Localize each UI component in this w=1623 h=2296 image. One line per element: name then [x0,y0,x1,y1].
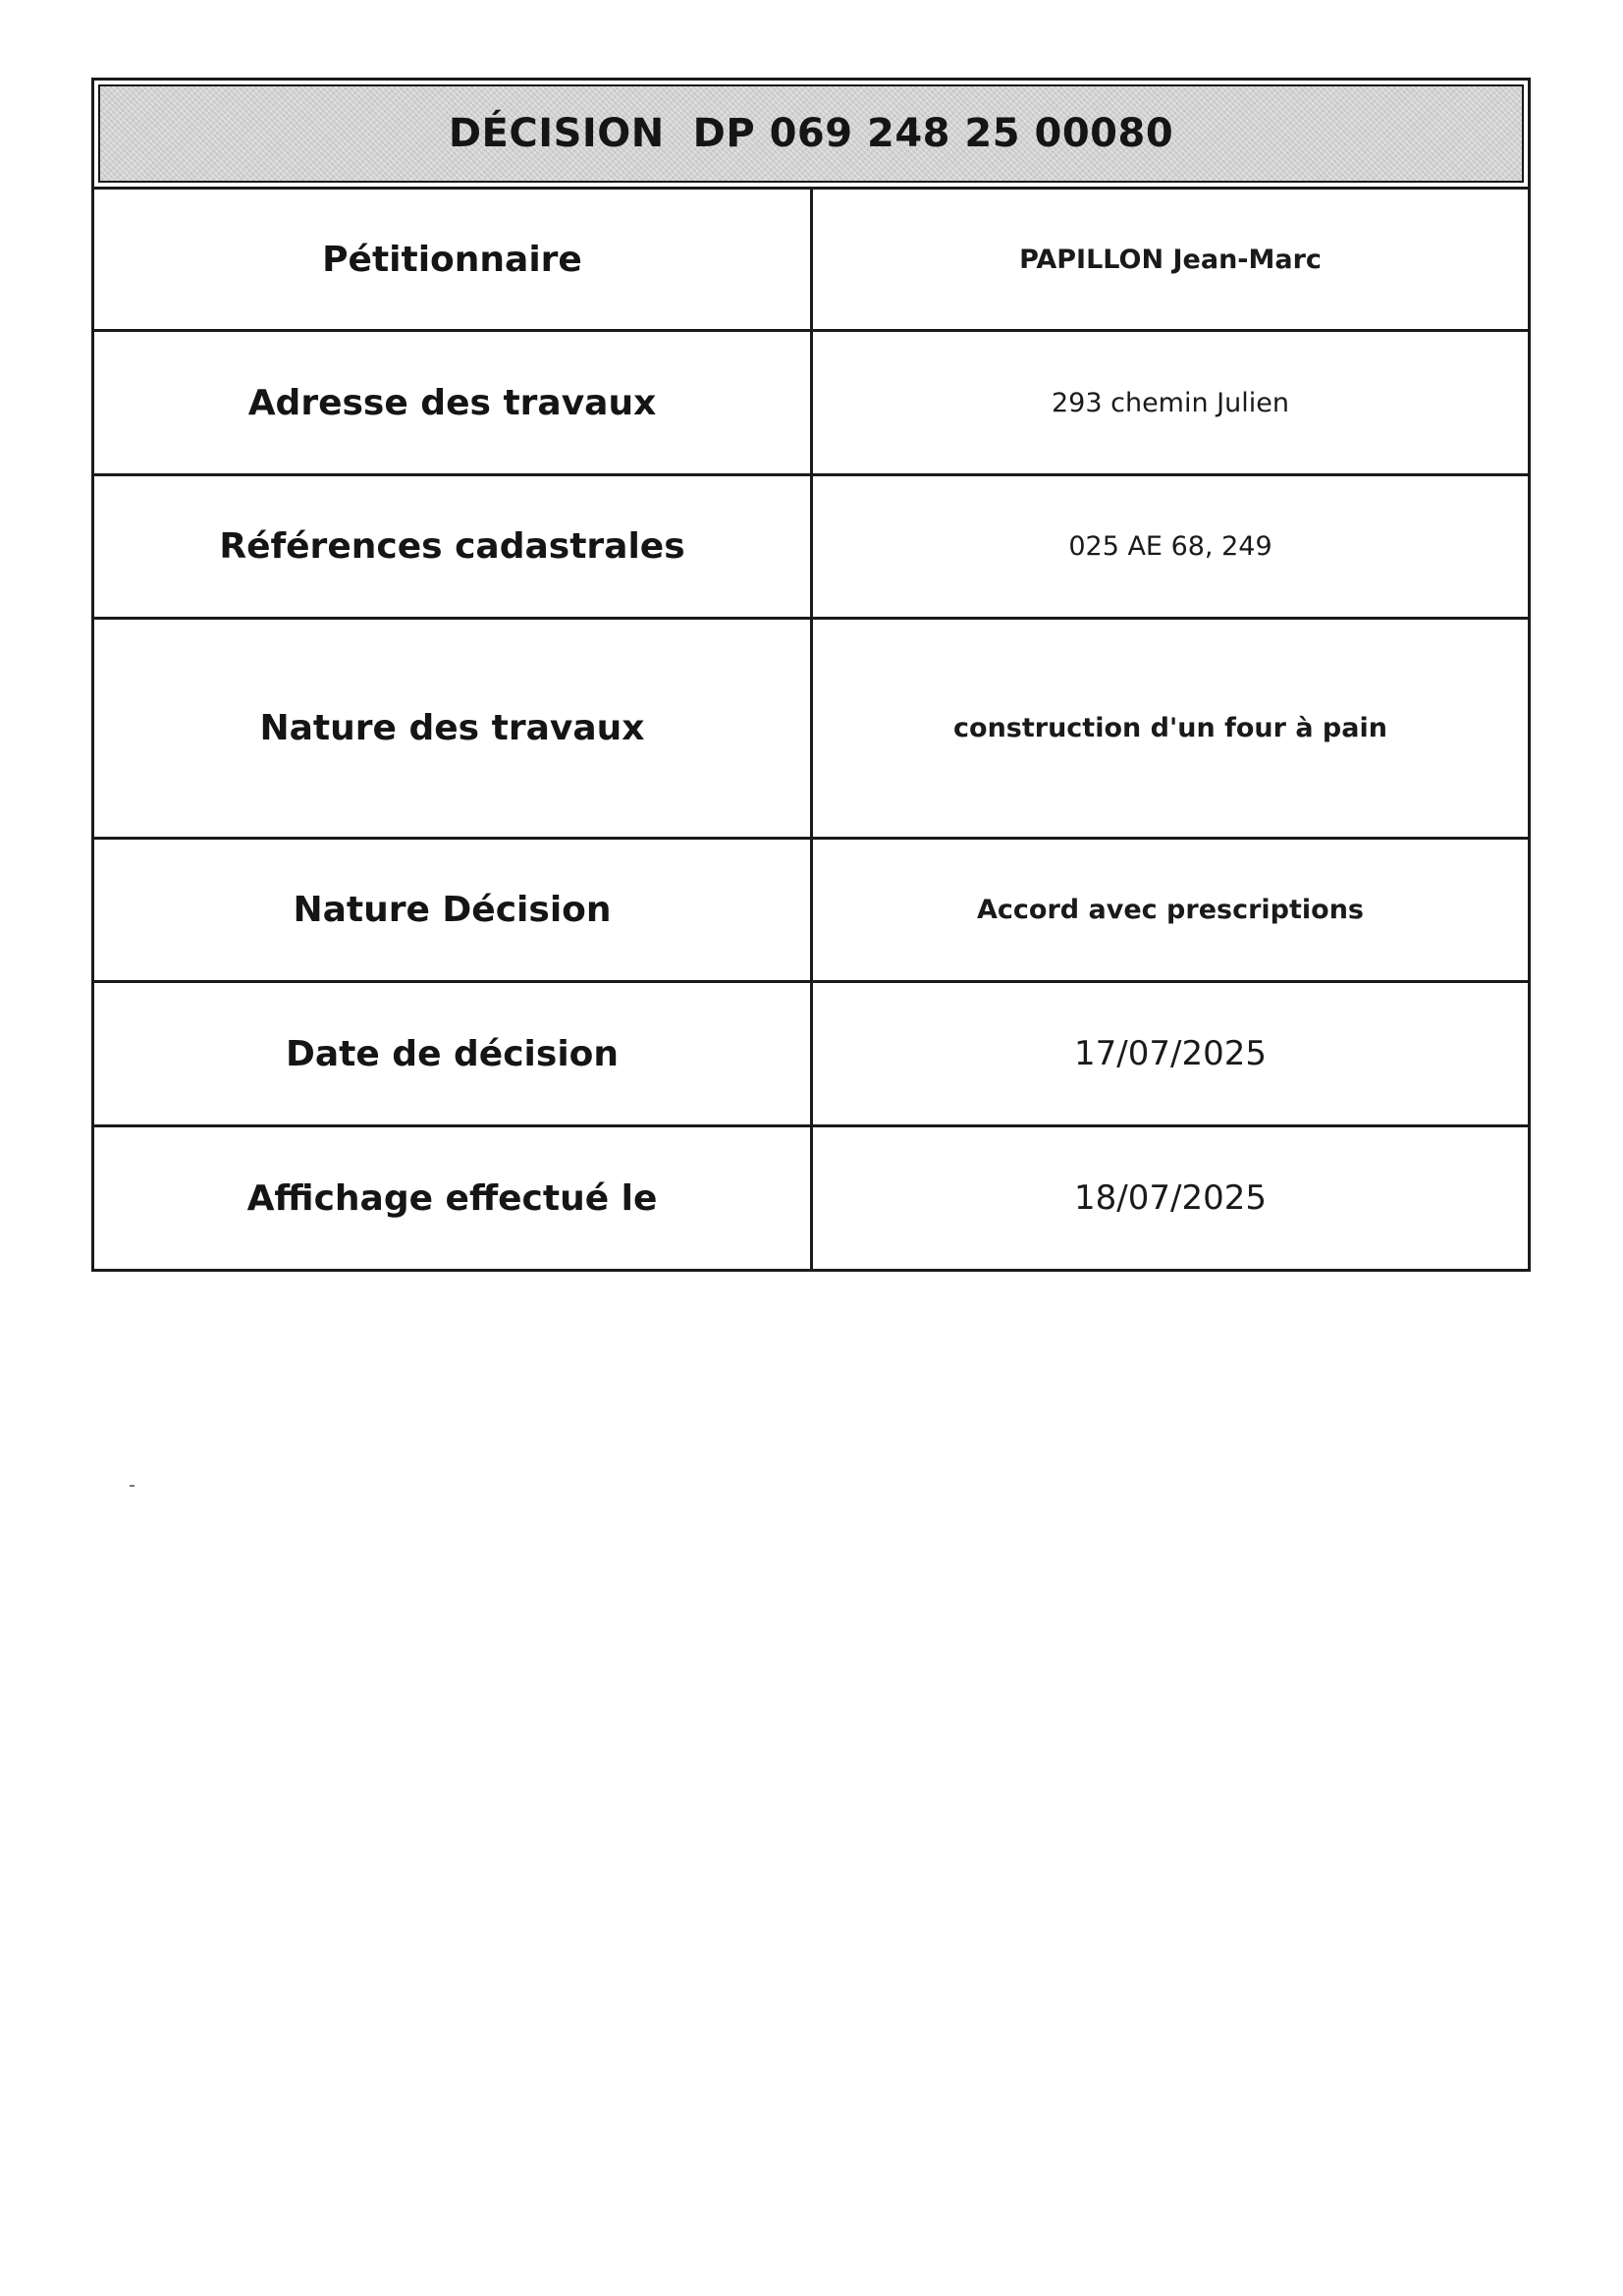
label-nature-decision: Nature Décision [94,840,813,980]
value-date-decision: 17/07/2025 [1074,1034,1267,1073]
table-row-nature-travaux [91,620,1531,840]
value-adresse: 293 chemin Julien [1052,387,1289,418]
table-row-affichage [91,1127,1531,1272]
label-nature-travaux: Nature des travaux [94,620,813,837]
decision-title-box [91,78,1531,190]
table-row-date-decision [91,983,1531,1127]
decision-title: DÉCISION DP 069 248 25 00080 [448,111,1174,156]
value-nature-travaux: construction d'un four à pain [953,713,1387,743]
label-cadastre: Références cadastrales [94,476,813,617]
table-row-petitionnaire [91,190,1531,332]
label-adresse: Adresse des travaux [94,332,813,473]
table-row-cadastre [91,476,1531,620]
value-nature-decision: Accord avec prescriptions [977,895,1364,925]
label-petitionnaire: Pétitionnaire [94,190,813,329]
value-cadastre: 025 AE 68, 249 [1068,531,1272,562]
scan-artifact-mark [130,1485,135,1487]
table-row-nature-decision [91,840,1531,983]
decision-title-band [98,84,1524,183]
label-date-decision: Date de décision [94,983,813,1124]
decision-table [91,190,1531,1270]
label-affichage: Affichage effectué le [94,1127,813,1269]
table-row-adresse [91,332,1531,476]
value-petitionnaire: PAPILLON Jean-Marc [1019,244,1322,275]
value-affichage: 18/07/2025 [1074,1178,1267,1218]
